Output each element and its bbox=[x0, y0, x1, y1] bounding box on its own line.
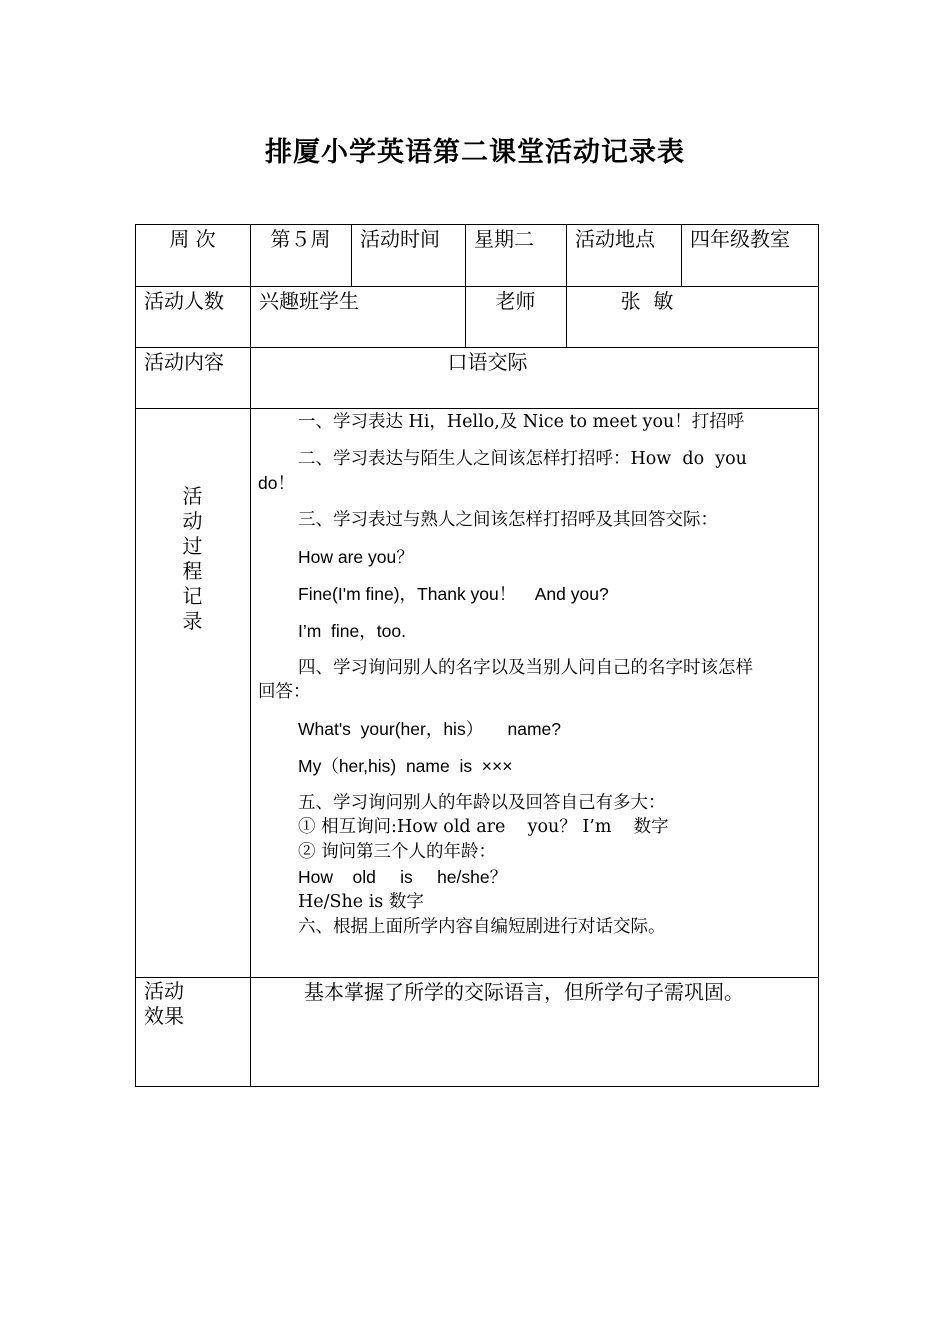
process-line: 二、学习表达与陌生人之间该怎样打招呼：How do you bbox=[298, 449, 747, 469]
process-line: What's your(her，his） name? bbox=[298, 719, 562, 739]
process-line: 回答： bbox=[258, 682, 311, 702]
process-line: I’m fine，too. bbox=[298, 621, 406, 641]
result-value: 基本掌握了所学的交际语言，但所学句子需巩固。 bbox=[304, 980, 744, 1004]
process-line: He/She is 数字 bbox=[298, 892, 424, 912]
time-label: 活动时间 bbox=[360, 227, 440, 251]
process-line: 五、学习询问别人的年龄以及回答自己有多大： bbox=[298, 793, 666, 813]
process-line: How are you？ bbox=[298, 547, 414, 567]
teacher-label: 老师 bbox=[495, 289, 536, 313]
process-label-char: 活 bbox=[182, 484, 203, 508]
process-line: ① 相互询问:How old are you？ I’m 数字 bbox=[298, 817, 669, 837]
process-line: How old is he/she？ bbox=[298, 867, 508, 887]
process-line: 三、学习表过与熟人之间该怎样打招呼及其回答交际： bbox=[298, 510, 718, 530]
process-line: ② 询问第三个人的年龄： bbox=[298, 842, 497, 862]
process-label-char: 记 bbox=[182, 584, 203, 608]
place-value: 四年级教室 bbox=[690, 227, 790, 251]
result-label-line: 效果 bbox=[144, 1004, 184, 1028]
content-value: 口语交际 bbox=[447, 350, 528, 374]
week-value: 第５周 bbox=[270, 227, 331, 251]
process-label bbox=[135, 484, 250, 634]
content-label: 活动内容 bbox=[144, 350, 224, 374]
process-line: My（her,his) name is ××× bbox=[298, 756, 513, 776]
teacher-name: 张 敏 bbox=[620, 289, 674, 313]
process-content bbox=[258, 408, 813, 977]
time-value: 星期二 bbox=[474, 227, 534, 251]
process-label-char: 过 bbox=[182, 534, 203, 558]
place-label: 活动地点 bbox=[575, 227, 655, 251]
people-value: 兴趣班学生 bbox=[259, 289, 359, 313]
result-label bbox=[144, 979, 250, 1029]
process-line: 六、根据上面所学内容自编短剧进行对话交际。 bbox=[298, 917, 666, 937]
page-title: 排厦小学英语第二课堂活动记录表 bbox=[265, 137, 685, 168]
process-label-char: 程 bbox=[182, 559, 203, 583]
process-line: 一、学习表达 Hi，Hello,及 Nice to meet you！打招呼 bbox=[298, 412, 745, 432]
process-line: Fine(I'm fine)，Thank you！ And you? bbox=[298, 584, 609, 604]
process-label-char: 录 bbox=[182, 609, 203, 633]
process-label-char: 动 bbox=[182, 509, 203, 533]
people-label: 活动人数 bbox=[144, 289, 224, 313]
result-label-line: 活动 bbox=[144, 979, 184, 1003]
process-line: 四、学习询问别人的名字以及当别人问自己的名字时该怎样 bbox=[298, 658, 753, 678]
process-line: do！ bbox=[258, 473, 295, 493]
week-label: 周 次 bbox=[169, 227, 216, 251]
